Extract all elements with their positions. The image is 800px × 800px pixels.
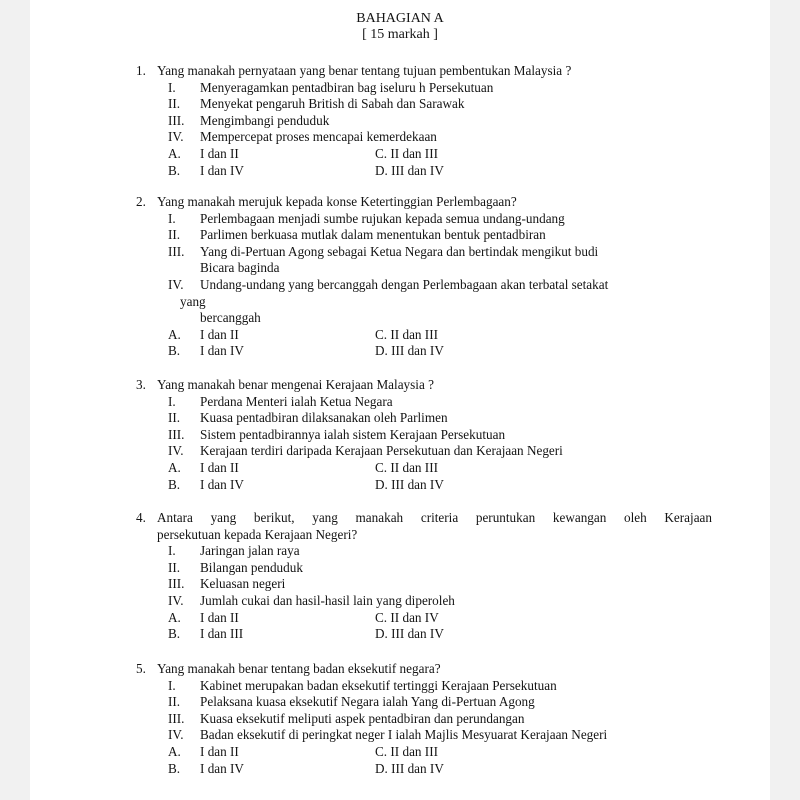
option-a: I dan II <box>200 145 239 161</box>
option-c: C. II dan III <box>375 459 438 475</box>
option-b: I dan III <box>200 626 244 642</box>
question-3 <box>30 377 770 493</box>
exam-page <box>30 0 770 800</box>
roman-numeral: II. <box>168 410 181 426</box>
statement-continuation: bercanggah <box>200 310 261 326</box>
roman-numeral: II. <box>168 694 181 710</box>
question-5 <box>30 661 770 777</box>
roman-numeral: I. <box>168 677 176 693</box>
statement-text: Keluasan negeri <box>200 576 286 592</box>
option-label: B. <box>168 626 181 642</box>
option-b: I dan IV <box>200 343 244 359</box>
option-b: I dan IV <box>200 760 244 776</box>
option-label: A. <box>168 145 181 161</box>
roman-numeral: III. <box>168 710 185 726</box>
option-b: I dan IV <box>200 162 244 178</box>
option-label: B. <box>168 343 181 359</box>
statement-continuation: Bicara baginda <box>200 260 280 276</box>
question-text: Yang manakah benar tentang badan eksekutif negara? <box>157 661 441 676</box>
option-label: B. <box>168 760 181 776</box>
roman-numeral: IV. <box>168 443 184 459</box>
question-number: 5. <box>136 661 146 676</box>
option-label: A. <box>168 743 181 759</box>
statement-text: Perlembagaan menjadi sumbe rujukan kepada semua undang-undang <box>200 210 565 226</box>
statement-text: Mengimbangi penduduk <box>200 112 330 128</box>
statement-text: Sistem pentadbirannya ialah sistem Kerajaan Persekutuan <box>200 426 506 442</box>
roman-numeral: IV. <box>168 727 184 743</box>
roman-numeral: I. <box>168 210 176 226</box>
roman-numeral: III. <box>168 112 185 128</box>
option-d: D. III dan IV <box>375 476 444 492</box>
question-number: 3. <box>136 377 146 392</box>
option-a: I dan II <box>200 609 239 625</box>
statement-text: Kerajaan terdiri daripada Kerajaan Persekutuan dan Kerajaan Negeri <box>200 443 563 459</box>
statement-text: Pelaksana kuasa eksekutif Negara ialah Yang di-Pertuan Agong <box>200 694 535 710</box>
statement-text: Parlimen berkuasa mutlak dalam menentukan bentuk pentadbiran <box>200 227 546 243</box>
option-label: B. <box>168 476 181 492</box>
statement-text: Yang di-Pertuan Agong sebagai Ketua Negara dan bertindak mengikut budi <box>200 243 599 259</box>
statement-text: Kuasa pentadbiran dilaksanakan oleh Parlimen <box>200 410 448 426</box>
statement-continuation: yang <box>180 293 206 309</box>
question-4 <box>30 510 770 643</box>
option-a: I dan II <box>200 326 239 342</box>
section-marks: [ 15 markah ] <box>362 27 438 42</box>
option-a: I dan II <box>200 459 239 475</box>
statement-text: Menyekat pengaruh British di Sabah dan Sarawak <box>200 96 465 112</box>
option-label: A. <box>168 609 181 625</box>
question-text-continuation: persekutuan kepada Kerajaan Negeri? <box>157 526 358 542</box>
roman-numeral: I. <box>168 79 176 95</box>
question-2 <box>30 194 770 360</box>
option-c: C. II dan III <box>375 743 438 759</box>
roman-numeral: III. <box>168 426 185 442</box>
roman-numeral: IV. <box>168 592 184 608</box>
question-number: 2. <box>136 194 146 209</box>
roman-numeral: II. <box>168 227 181 243</box>
question-text: Yang manakah benar mengenai Kerajaan Malaysia ? <box>157 377 434 392</box>
statement-text: Undang-undang yang bercanggah dengan Perlembagaan akan terbatal setakat <box>200 276 609 292</box>
statement-text: Kuasa eksekutif meliputi aspek pentadbiran dan perundangan <box>200 710 525 726</box>
roman-numeral: IV. <box>168 276 184 292</box>
roman-numeral: II. <box>168 559 181 575</box>
statement-text: Jaringan jalan raya <box>200 543 300 559</box>
option-label: B. <box>168 162 181 178</box>
roman-numeral: III. <box>168 576 185 592</box>
roman-numeral: I. <box>168 393 176 409</box>
option-d: D. III dan IV <box>375 626 444 642</box>
statement-text: Kabinet merupakan badan eksekutif tertinggi Kerajaan Persekutuan <box>200 677 557 693</box>
option-label: A. <box>168 459 181 475</box>
question-number: 1. <box>136 63 146 78</box>
roman-numeral: I. <box>168 543 176 559</box>
statement-text: Jumlah cukai dan hasil-hasil lain yang diperoleh <box>200 592 455 608</box>
option-b: I dan IV <box>200 476 244 492</box>
question-number: 4. <box>136 510 146 525</box>
statement-text: Perdana Menteri ialah Ketua Negara <box>200 393 393 409</box>
roman-numeral: IV. <box>168 129 184 145</box>
statement-text: Mempercepat proses mencapai kemerdekaan <box>200 129 437 145</box>
statement-text: Bilangan penduduk <box>200 559 303 575</box>
question-text: Antara yang berikut, yang manakah criteria peruntukan kewangan oleh Kerajaan <box>157 510 712 525</box>
question-text: Yang manakah pernyataan yang benar tentang tujuan pembentukan Malaysia ? <box>157 63 572 78</box>
option-label: A. <box>168 326 181 342</box>
option-d: D. III dan IV <box>375 162 444 178</box>
statement-text: Menyeragamkan pentadbiran bag iseluru h Persekutuan <box>200 79 494 95</box>
option-a: I dan II <box>200 743 239 759</box>
roman-numeral: III. <box>168 243 185 259</box>
option-c: C. II dan IV <box>375 609 439 625</box>
question-1 <box>30 63 770 179</box>
option-c: C. II dan III <box>375 326 438 342</box>
statement-text: Badan eksekutif di peringkat neger I ialah Majlis Mesyuarat Kerajaan Negeri <box>200 727 608 743</box>
option-d: D. III dan IV <box>375 343 444 359</box>
roman-numeral: II. <box>168 96 181 112</box>
question-text: Yang manakah merujuk kepada konse Ketertinggian Perlembagaan? <box>157 194 517 209</box>
section-title: BAHAGIAN A <box>356 11 444 26</box>
option-d: D. III dan IV <box>375 760 444 776</box>
option-c: C. II dan III <box>375 145 438 161</box>
